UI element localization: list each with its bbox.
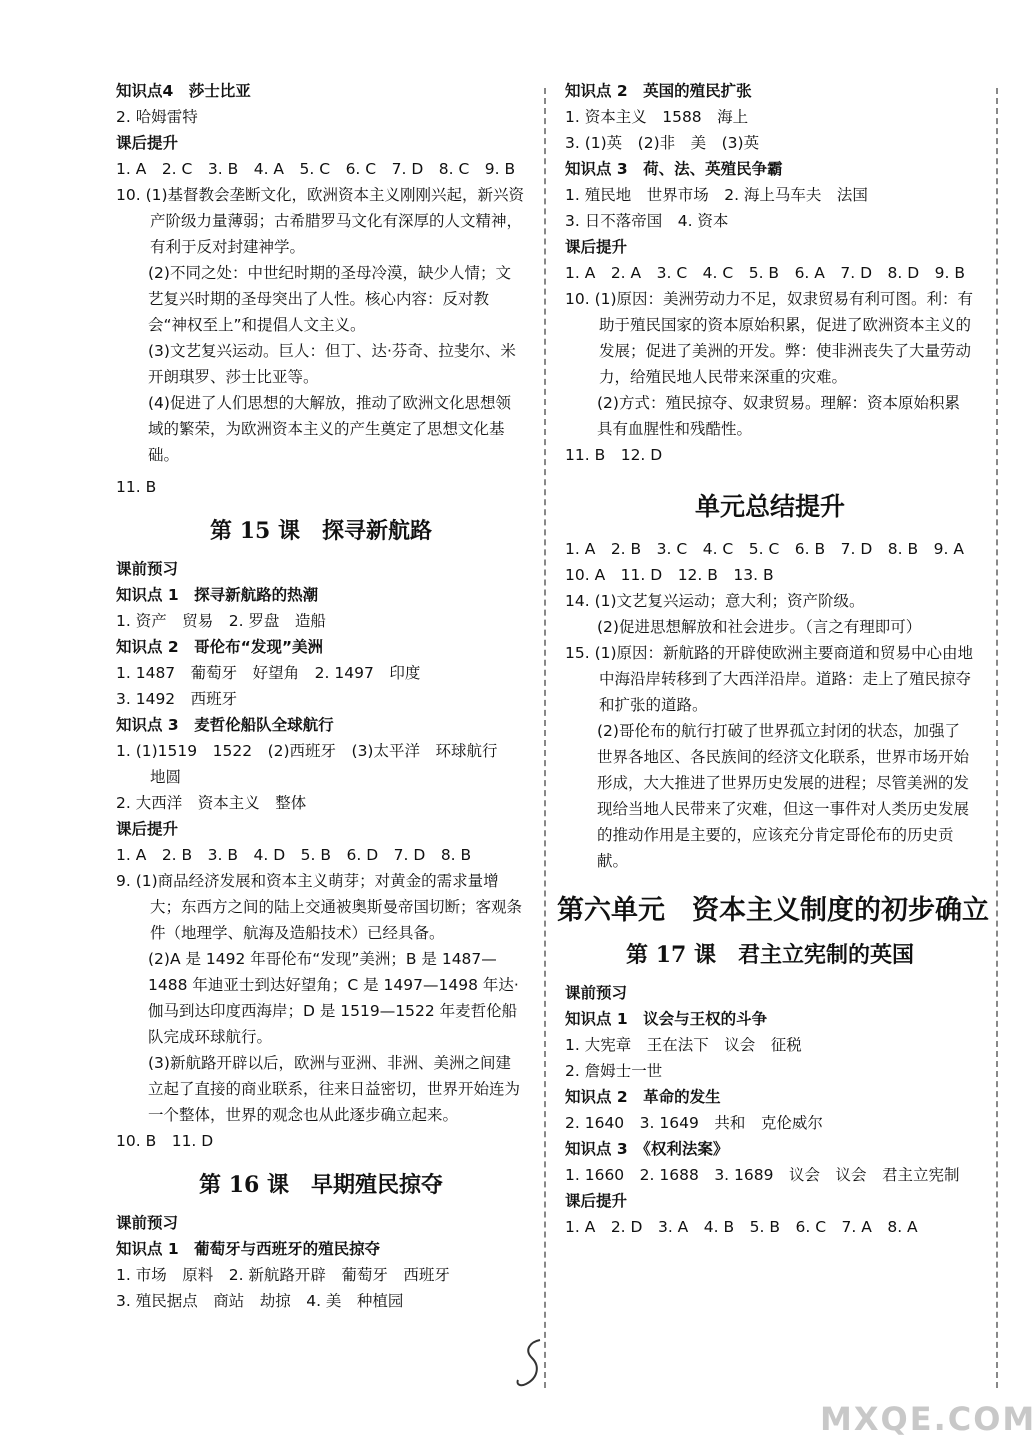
- answer-paragraph: (2)方式：殖民掠夺、奴隶贸易。理解：资本原始积累具有血腥性和残酷性。: [597, 394, 960, 438]
- answer-line: 3. 1492 西班牙: [116, 690, 238, 708]
- kp-heading: 知识点4 莎士比亚: [116, 82, 251, 100]
- answer-paragraph: 10. (1)原因：美洲劳动力不足，奴隶贸易有利可图。利：有助于殖民国家的资本原始积累，促进了欧洲资本主义的发展；促进了美洲的开发。弊：使非洲丧失了大量劳动力，给殖民地人民带来深重的灾难。: [565, 290, 974, 386]
- column-divider: [544, 88, 546, 1388]
- kp-heading: 知识点 3 麦哲伦船队全球航行: [116, 716, 334, 734]
- unit-title: 第六单元 资本主义制度的初步确立: [557, 895, 989, 926]
- answer-line: 2. 哈姆雷特: [116, 108, 198, 126]
- kp-heading: 知识点 3 《权利法案》: [565, 1140, 729, 1158]
- section-heading: 课前预习: [116, 560, 179, 578]
- answer-line: 1. A 2. C 3. B 4. A 5. C 6. C 7. D 8. C 9. B: [116, 160, 516, 178]
- answer-paragraph: (2)哥伦布的航行打破了世界孤立封闭的状态，加强了世界各地区、各民族间的经济文化联系，世界市场开始形成，大大推进了世界历史发展的进程；尽管美洲的发现给当地人民带来了灾难，但这一事件对人类历史发展的推动作用是主要的，应该充分肯定哥伦布的历史贡献。: [597, 722, 970, 870]
- answer-line: 10. B 11. D: [116, 1132, 214, 1150]
- answer-line: 1. 1487 葡萄牙 好望角 2. 1497 印度: [116, 664, 421, 682]
- section-heading: 课后提升: [565, 238, 628, 256]
- answer-paragraph: (2)促进思想解放和社会进步。（言之有理即可）: [597, 618, 922, 636]
- answer-paragraph: 9. (1)商品经济发展和资本主义萌芽；对黄金的需求量增大；东西方之间的陆上交通被奥斯曼帝国切断；客观条件（地理学、航海及造船技术）已经具备。: [116, 872, 523, 942]
- answer-line: 3. 殖民据点 商站 劫掠 4. 美 种植园: [116, 1292, 404, 1310]
- answer-paragraph: (3)文艺复兴运动。巨人：但丁、达·芬奇、拉斐尔、米开朗琪罗、莎士比亚等。: [148, 342, 516, 386]
- right-column: [557, 78, 989, 1240]
- lesson-title: 第 15 课 探寻新航路: [210, 518, 432, 544]
- answer-line: 2. 1640 3. 1649 共和 克伦威尔: [565, 1114, 823, 1132]
- answer-line: 1. 1660 2. 1688 3. 1689 议会 议会 君主立宪制: [565, 1166, 960, 1184]
- answer-paragraph: (2)A 是 1492 年哥伦布“发现”美洲；B 是 1487—1488 年迪亚士到达好望角；C 是 1497—1498 年达·伽马到达印度西海岸；D 是 1519—1522 年麦哲伦船队完成环球航行。: [148, 950, 519, 1046]
- answer-paragraph: 1. (1)1519 1522 (2)西班牙 (3)太平洋 环球航行 地圆: [116, 742, 513, 786]
- answer-line: 1. A 2. D 3. A 4. B 5. B 6. C 7. A 8. A: [565, 1218, 918, 1236]
- answer-paragraph: (2)不同之处：中世纪时期的圣母冷漠，缺少人情；文艺复兴时期的圣母突出了人性。核心内容：反对教会“神权至上”和提倡人文主义。: [148, 264, 511, 334]
- answer-line: 1. 资产 贸易 2. 罗盘 造船: [116, 612, 326, 630]
- handwriting-mark: [510, 1334, 560, 1394]
- answer-line: 1. A 2. B 3. B 4. D 5. B 6. D 7. D 8. B: [116, 846, 472, 864]
- section-heading: 课前预习: [116, 1214, 179, 1232]
- section-heading: 课后提升: [116, 134, 179, 152]
- lesson-title: 第 16 课 早期殖民掠夺: [199, 1172, 443, 1198]
- answer-line: 1. 资本主义 1588 海上: [565, 108, 749, 126]
- unit-summary-title: 单元总结提升: [694, 492, 845, 521]
- answer-line: 14. (1)文艺复兴运动；意大利；资产阶级。: [565, 592, 865, 610]
- watermark: MXQE.COM: [820, 1400, 1036, 1438]
- answer-paragraph: 10. (1)基督教会垄断文化，欧洲资本主义刚刚兴起，新兴资产阶级力量薄弱；古希腊罗马文化有深厚的人文精神，有利于反对封建神学。: [116, 186, 525, 256]
- section-heading: 课后提升: [565, 1192, 628, 1210]
- answer-paragraph: 15. (1)原因：新航路的开辟使欧洲主要商道和贸易中心由地中海沿岸转移到了大西洋沿岸。道路：走上了殖民掠夺和扩张的道路。: [565, 644, 974, 714]
- section-heading: 课后提升: [116, 820, 179, 838]
- answer-line: 1. 大宪章 王在法下 议会 征税: [565, 1036, 802, 1054]
- answer-line: 2. 詹姆士一世: [565, 1062, 663, 1080]
- kp-heading: 知识点 2 革命的发生: [565, 1088, 721, 1106]
- answer-line: 10. A 11. D 12. B 13. B: [565, 566, 774, 584]
- answer-line: 3. (1)英 (2)非 美 (3)英: [565, 134, 760, 152]
- answer-paragraph: (4)促进了人们思想的大解放，推动了欧洲文化思想领域的繁荣，为欧洲资本主义的产生奠定了思想文化基础。: [148, 394, 511, 464]
- answer-line: 2. 大西洋 资本主义 整体: [116, 794, 307, 812]
- kp-heading: 知识点 3 荷、法、英殖民争霸: [565, 160, 783, 178]
- answer-line: 1. 市场 原料 2. 新航路开辟 葡萄牙 西班牙: [116, 1266, 450, 1284]
- answer-line: 1. 殖民地 世界市场 2. 海上马车夫 法国: [565, 186, 868, 204]
- lesson-title: 第 17 课 君主立宪制的英国: [626, 942, 914, 968]
- page-edge: [996, 88, 998, 1388]
- answer-paragraph: (3)新航路开辟以后，欧洲与亚洲、非洲、美洲之间建立起了直接的商业联系，往来日益密切，世界开始连为一个整体，世界的观念也从此逐步确立起来。: [148, 1054, 521, 1124]
- answer-line: 3. 日不落帝国 4. 资本: [565, 212, 729, 230]
- kp-heading: 知识点 1 议会与王权的斗争: [565, 1010, 768, 1028]
- kp-heading: 知识点 2 英国的殖民扩张: [565, 82, 752, 100]
- answer-line: 11. B: [116, 478, 157, 496]
- answer-line: 1. A 2. B 3. C 4. C 5. C 6. B 7. D 8. B 9. A: [565, 540, 964, 558]
- kp-heading: 知识点 1 探寻新航路的热潮: [116, 586, 319, 604]
- answer-line: 11. B 12. D: [565, 446, 663, 464]
- kp-heading: 知识点 1 葡萄牙与西班牙的殖民掠夺: [116, 1240, 381, 1258]
- kp-heading: 知识点 2 哥伦布“发现”美洲: [116, 638, 324, 656]
- left-column: [116, 78, 526, 1314]
- section-heading: 课前预习: [565, 984, 628, 1002]
- answer-line: 1. A 2. A 3. C 4. C 5. B 6. A 7. D 8. D 9. B: [565, 264, 966, 282]
